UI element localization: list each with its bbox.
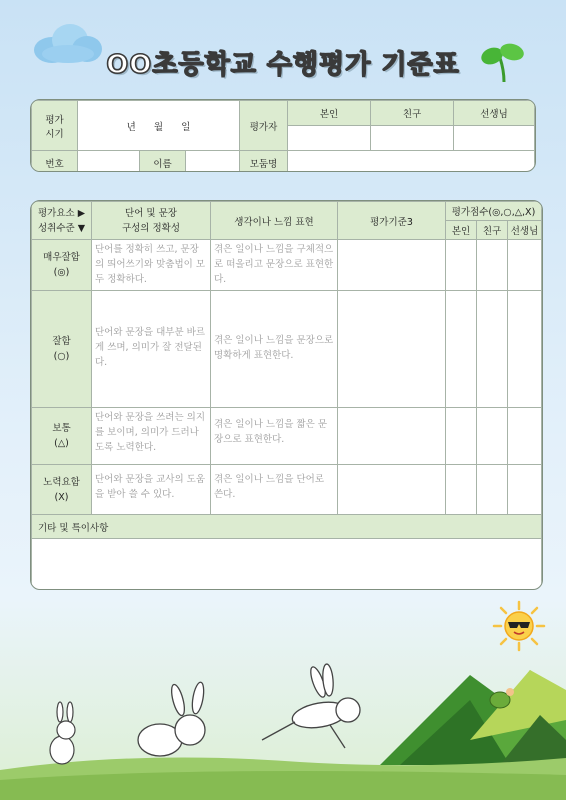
notes-field[interactable] [32, 539, 542, 590]
level-label: 매우잘함 (◎) [32, 240, 92, 291]
level-label: 잘함 (○) [32, 291, 92, 408]
sprout-illustration [480, 42, 530, 84]
criterion-cell[interactable] [338, 465, 446, 515]
criterion-text: 단어와 문장을 쓰려는 의지를 보이며, 의미가 드러나도록 노력한다. [92, 408, 211, 465]
evaluator-self-field[interactable] [288, 126, 371, 151]
score-cell[interactable] [446, 465, 477, 515]
name-field[interactable] [186, 151, 240, 173]
notes-label: 기타 및 특이사항 [32, 515, 542, 539]
score-cell[interactable] [477, 465, 508, 515]
level-label: 보통 (△) [32, 408, 92, 465]
date-label: 평가 시기 [32, 101, 78, 151]
evaluator-teacher-label: 선생님 [454, 101, 535, 126]
criterion-text: 단어와 문장을 교사의 도움을 받아 쓸 수 있다. [92, 465, 211, 515]
score-self-header: 본인 [446, 221, 477, 240]
criterion-cell[interactable] [338, 408, 446, 465]
criterion-text: 단어와 문장을 대부분 바르게 쓰며, 의미가 잘 전달된다. [92, 291, 211, 408]
table-row [32, 408, 542, 465]
criterion-text: 겪은 일이나 느낌을 단어로 쓴다. [211, 465, 338, 515]
evaluator-friend-label: 친구 [371, 101, 454, 126]
header-element-level: 평가요소 ▶ 성취수준 ▼ [32, 202, 92, 240]
score-cell[interactable] [446, 291, 477, 408]
number-field[interactable] [78, 151, 140, 173]
meadow-scene-illustration [0, 630, 566, 800]
table-row [32, 240, 542, 291]
number-label: 번호 [32, 151, 78, 173]
name-label: 이름 [140, 151, 186, 173]
header-criterion3: 평가기준3 [338, 202, 446, 240]
evaluator-self-label: 본인 [288, 101, 371, 126]
criterion-cell[interactable] [338, 240, 446, 291]
criterion-text: 겪은 일이나 느낌을 문장으로 명확하게 표현한다. [211, 291, 338, 408]
score-cell[interactable] [446, 240, 477, 291]
score-cell[interactable] [446, 408, 477, 465]
score-friend-header: 친구 [477, 221, 508, 240]
header-expression: 생각이나 느낌 표현 [211, 202, 338, 240]
criterion-cell[interactable] [338, 291, 446, 408]
page-title: OO초등학교 수행평가 기준표 [106, 50, 460, 80]
evaluator-label: 평가자 [240, 101, 288, 151]
header-accuracy: 단어 및 문장 구성의 정확성 [92, 202, 211, 240]
score-cell[interactable] [508, 291, 542, 408]
score-cell[interactable] [477, 240, 508, 291]
score-cell[interactable] [477, 408, 508, 465]
score-cell[interactable] [477, 291, 508, 408]
criterion-text: 단어를 정확히 쓰고, 문장의 띄어쓰기와 맞춤법이 모두 정확하다. [92, 240, 211, 291]
table-row [32, 291, 542, 408]
group-label: 모둠명 [240, 151, 288, 173]
score-cell[interactable] [508, 408, 542, 465]
score-cell[interactable] [508, 465, 542, 515]
evaluator-teacher-field[interactable] [454, 126, 535, 151]
group-field[interactable] [288, 151, 535, 173]
header-score: 평가점수(◎,○,△,X) [446, 202, 542, 221]
date-field[interactable]: 년 월 일 [78, 101, 240, 151]
criteria-table [30, 200, 543, 590]
evaluator-friend-field[interactable] [371, 126, 454, 151]
level-label: 노력요함 (X) [32, 465, 92, 515]
info-table [30, 99, 536, 172]
score-cell[interactable] [508, 240, 542, 291]
score-teacher-header: 선생님 [508, 221, 542, 240]
criterion-text: 겪은 일이나 느낌을 짧은 문장으로 표현한다. [211, 408, 338, 465]
table-row [32, 465, 542, 515]
criterion-text: 겪은 일이나 느낌을 구체적으로 떠올리고 문장으로 표현한다. [211, 240, 338, 291]
